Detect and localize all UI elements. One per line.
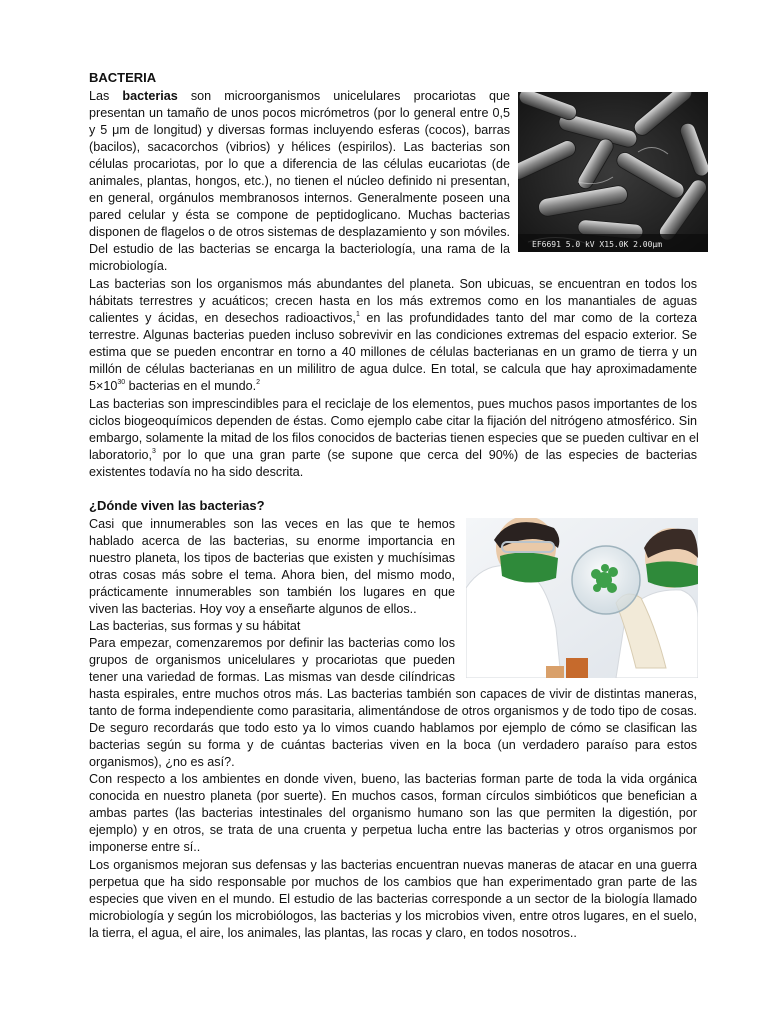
paragraph-recycling: Las bacterias son imprescindibles para el reciclaje de los elementos, pues muchos pasos importantes de los ciclos biogeoquímicos dependen de éstas. Como ejemplo cabe citar la fijación del nitrógeno atmosférico. Sin embargo, solamente la mitad de los filos conocidos de bacterias tienen especies que se pueden cultivar en el laboratorio,$^3$ por lo que una gran parte (se supone que cerca del 90%) de las especies de bacterias existentes todavía no ha sido descrita.	[89, 397, 699, 479]
intro-paragraph: Las bacterias son microorganismos unicelulares procariotas que presentan un tamaño de unos pocos micrómetros (por lo general entre 0,5 y 5 μm de longitud) y diversas formas incluyendo esferas (cocos), barras (bacilos), sacacorchos (vibrios) y hélices (espirilos). Las bacterias son células procariotas, por lo que a diferencia de las células eucariotas (de animales, plantas, hongos, etc.), no tienen el núcleo definido ni presentan, en general, orgánulos membranosos internos. Generalmente poseen una pared celular y ésta se compone de peptidoglicano. Muchas bacterias disponen de flagelos o de otros sistemas de desplazamiento y son móviles. Del estudio de las bacterias se encarga la bacteriología, una rama de la microbiología.	[89, 89, 510, 273]
bold-term: bacterias	[122, 89, 178, 103]
micrograph-caption: EF6691 5.0 kV X15.0K 2.00μm	[532, 240, 663, 249]
paragraph-environments: Con respecto a los ambientes en donde viven, bueno, las bacterias forman parte de toda la vida orgánica conocida en nuestro planeta (por suerte). En muchos casos, forman círculos simbióticos que benefician a ambas partes (las bacterias intestinales del organismo humano son las que permiten la digestión, por ejemplo) y en otros, se trata de una cruenta y perpetua lucha entre las bacterias y otros organismos por imponerse entre sí..	[89, 772, 697, 854]
paragraph-definition-wide: hasta espirales, entre muchos otros más. Las bacterias también son capaces de vivir de distintas maneras, tanto de forma independiente como parasitaria, alimentándose de otros organismos y de todo tipo de cosas. De seguro recordarás que todo esto ya lo vimos cuando hablamos por ejemplo de cómo se clasifican las bacterias según su forma y de cuántas bacterias viven en la boca (un verdadero paraíso para estos organismos), ¿no es así?.	[89, 687, 697, 769]
bacteria-micrograph-image	[518, 92, 708, 252]
footnote-ref: 1	[355, 310, 360, 318]
paragraph-defenses: Los organismos mejoran sus defensas y las bacterias encuentran nuevas maneras de atacar en una guerra perpetua que ha sido responsable por muchos de los cambios que han experimentado gran parte de las especies que viven en el mundo. El estudio de las bacterias corresponde a un sector de la biología llamado microbiología y según los microbiólogos, las bacterias y los microbios viven, entre otros lugares, en el suelo, la tierra, el agua, el aire, los animales, las plantas, las rocas y claro, en todos nosotros..	[89, 858, 697, 940]
paragraph-forms-habitat: Las bacterias, sus formas y su hábitat	[89, 619, 301, 633]
paragraph-abundance: Las bacterias son los organismos más abundantes del planeta. Son ubicuas, se encuentran en todos los hábitats terrestres y acuáticos; crecen hasta en los más extremos como en los manantiales de aguas calientes y ácidas, en desechos radioactivos,$^1$ en las profundidades tanto del mar como de la corteza terrestre. Algunas bacterias pueden incluso sobrevivir en las condiciones extremas del espacio exterior. Se estima que se pueden encontrar en torno a 40 millones de células bacterianas en un gramo de tierra y un millón de células bacterianas en un mililitro de agua dulce. En total, se calcula que hay aproximadamente $5\times 10^{30}$ bacterias en el mundo.$^2$	[89, 277, 697, 393]
paragraph-definition-narrow: Para empezar, comenzaremos por definir las bacterias como los grupos de organismos unicelulares y procariotas que pueden tener una variedad de formas. Las mismas van desde cilíndricas	[89, 636, 455, 684]
paragraph-where-intro: Casi que innumerables son las veces en las que te hemos hablado acerca de las bacterias, su enorme importancia en nuestro planeta, los tipos de bacterias que existen y muchísimas otras cosas más sobre el tema. Ahora bien, del mismo modo, prácticamente innumerables son también los lugares en que viven las bacterias. Hoy voy a enseñarte algunos de ellos..	[89, 517, 455, 616]
footnote-ref: 2	[256, 378, 260, 386]
document-title: BACTERIA	[89, 70, 157, 85]
footnote-ref: 3	[152, 447, 156, 455]
exponent: 30	[117, 378, 126, 386]
section-heading: ¿Dónde viven las bacterias?	[89, 498, 265, 513]
lab-scientists-photo	[466, 518, 698, 678]
